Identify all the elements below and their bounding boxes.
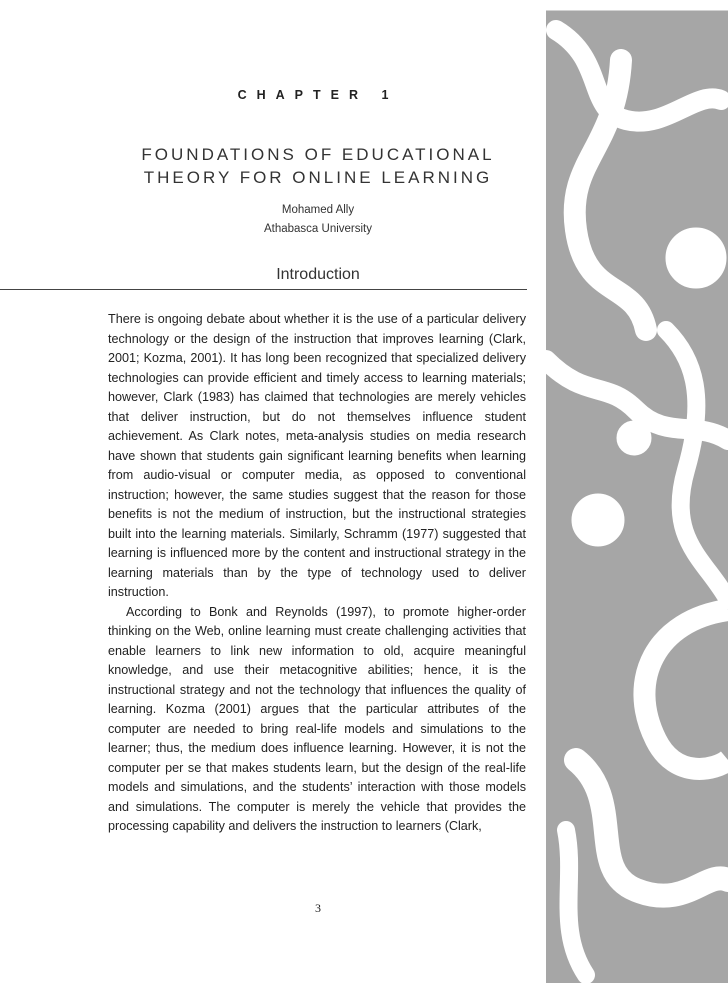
decor-shape bbox=[666, 228, 726, 288]
page-number: 3 bbox=[315, 901, 321, 915]
decor-shape bbox=[666, 330, 728, 600]
chapter-label: CHAPTER 1 bbox=[237, 88, 399, 102]
author-affiliation: Athabasca University bbox=[263, 223, 373, 235]
decor-shape bbox=[575, 60, 646, 330]
chapter-title-line-1: FOUNDATIONS OF EDUCATIONAL bbox=[141, 145, 495, 164]
chapter-title-line-2: THEORY FOR ONLINE LEARNING bbox=[143, 168, 493, 187]
body-text bbox=[108, 310, 526, 837]
paragraph: There is ongoing debate about whether it is the use of a particular delivery technology or the design of the instruction that improves learning (Clark, 2001; Kozma, 2001). It has long been recognized that specialized delivery technologies can provide efficient and timely access to learning materials; however, Clark (1983) has claimed that technologies are merely vehicles that deliver instruction, but do not themselves influence student achievement. As Clark notes, meta-analysis studies on media research have shown that students gain significant learning benefits when learning from audio-visual or computer media, as opposed to conventional instruction; however, the same studies suggest that the reason for those benefits is not the medium of instruction, but the instructional strategies built into the learning materials. Similarly, Schramm (1977) suggested that learning is influenced more by the content and instructional strategy in the learning materials than by the type of technology used to deliver instruction. bbox=[108, 312, 526, 599]
chapter-title bbox=[108, 143, 528, 189]
decor-shape bbox=[566, 830, 586, 975]
decorative-side-panel bbox=[546, 0, 728, 983]
decor-shape bbox=[644, 610, 728, 769]
author-block bbox=[108, 201, 528, 239]
decor-shape bbox=[546, 0, 728, 10]
author-name: Mohamed Ally bbox=[281, 204, 355, 216]
decor-shape bbox=[572, 494, 624, 546]
decor-shape bbox=[556, 30, 721, 122]
section-heading: Introduction bbox=[276, 266, 360, 283]
puzzle-decoration-graphic bbox=[546, 0, 728, 983]
section-divider bbox=[0, 289, 527, 290]
paragraph: According to Bonk and Reynolds (1997), to promote higher-order thinking on the Web, online learning must create challenging activities that enable learners to link new information to old, acquire meaningful knowledge, and use their metacognitive abilities; hence, it is the instructional strategy and not the technology that influences the quality of learning. Kozma (2001) argues that the particular attributes of the computer are needed to bring real-life models and simulations to the learner; thus, the medium does influence learning. However, it is not the computer per se that makes students learn, but the design of the real-life models and simulations, and the students’ interaction with those models and simulations. The computer is merely the vehicle that provides the processing capability and delivers the instruction to learners (Clark, bbox=[108, 604, 526, 833]
decor-shape bbox=[576, 760, 728, 896]
